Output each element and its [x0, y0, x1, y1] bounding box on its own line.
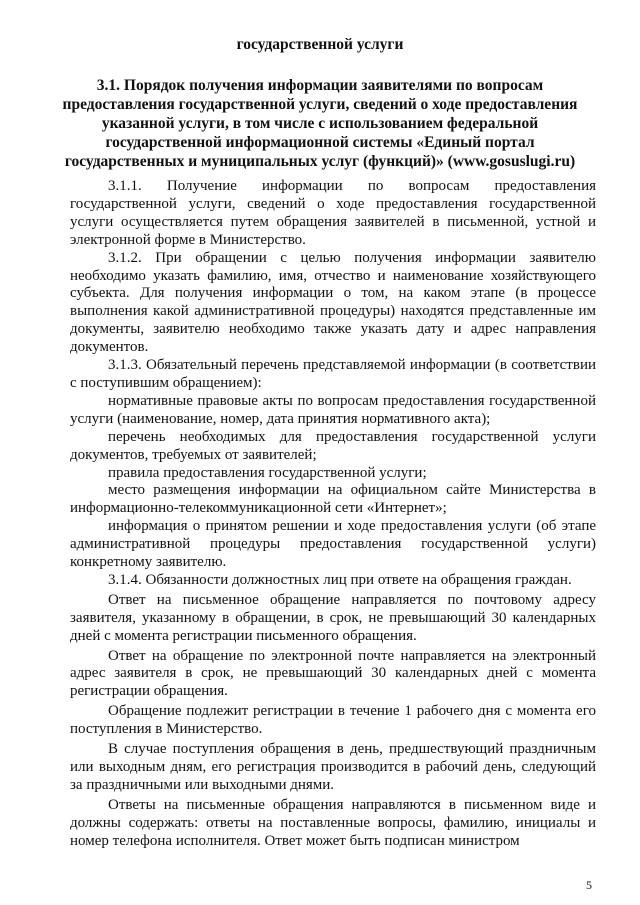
paragraph: 3.1.4. Обязанности должностных лиц при ответе на обращения граждан. [108, 571, 572, 588]
paragraph: Ответы на письменные обращения направляются в письменном виде и должны содержать: ответы на поставленные вопросы, фамилию, инициалы и номер телефона исполнителя. Ответ может быть подписан министром [70, 796, 596, 849]
list-item: место размещения информации на официальном сайте Министерства в информационно-телекоммуникационной сети «Интернет»; [70, 482, 596, 517]
document-body [70, 178, 596, 851]
paragraph: Ответ на письменное обращение направляется по почтовому адресу заявителя, указанному в обращении, в срок, не превышающий 30 календарных дней с момента регистрации письменного обращения. [70, 591, 596, 644]
paragraph: Обращение подлежит регистрации в течение 1 рабочего дня с момента его поступления в Министерство. [70, 703, 596, 738]
paragraph: 3.1.1. Получение информации по вопросам предоставления государственной услуги, сведений о ходе предоставления государственной услуги осуществляется путем обращения заявителей в письменной, устной и электронной форме в Министерство. [70, 178, 596, 248]
list-item: информация о принятом решении и ходе предоставления услуги (об этапе административной процедуры предоставления государственной услуги) конкретному заявителю. [70, 518, 596, 571]
section-heading: 3.1. Порядок получения информации заявителями по вопросам предоставления государственной услуги, сведений о ходе предоставления указанной услуги, в том числе с использованием федеральной государственной информационной системы «Единый портал государственных и муниципальных услуг (функций)» (www.gosuslugi.ru) [62, 77, 578, 170]
paragraph: 3.1.3. Обязательный перечень представляемой информации (в соответствии с поступившим обращением): [70, 357, 596, 391]
page-top-title: государственной услуги [236, 36, 404, 53]
page-number: 5 [586, 878, 592, 892]
paragraph: Ответ на обращение по электронной почте направляется на электронный адрес заявителя в срок, не превышающий 30 календарных дней с момента регистрации обращения. [70, 647, 596, 700]
list-item: правила предоставления государственной услуги; [108, 464, 427, 481]
paragraph: В случае поступления обращения в день, предшествующий праздничным или выходным дням, его регистрация производится в рабочий день, следующий за праздничными или выходными днями. [70, 741, 596, 793]
list-item: нормативные правовые акты по вопросам предоставления государственной услуги (наименование, номер, дата принятия нормативного акта); [70, 392, 596, 427]
paragraph: 3.1.2. При обращении с целью получения информации заявителю необходимо указать фамилию, имя, отчество и наименование хозяйствующего субъекта. Для получения информации о том, на каком этапе (в процессе выполнения какой административной процедуры) находятся представленные им документы, заявителю необходимо также указать дату и адрес направления документов. [70, 249, 596, 356]
list-item: перечень необходимых для предоставления государственной услуги документов, требуемых от заявителей; [70, 428, 596, 463]
